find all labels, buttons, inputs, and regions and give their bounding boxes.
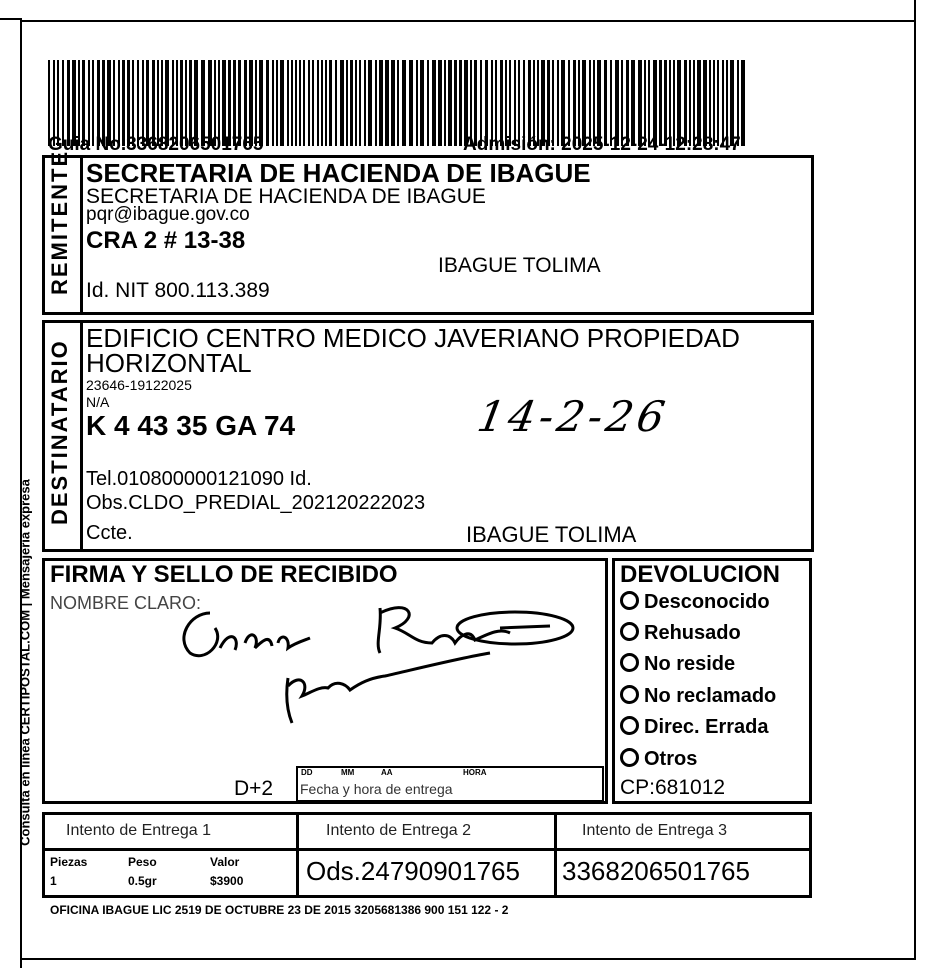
remitente-email: pqr@ibague.gov.co xyxy=(86,204,250,225)
devolucion-option-otros: Otros xyxy=(620,748,697,771)
intento-entrega-1: Intento de Entrega 1 xyxy=(66,822,211,839)
frame-right-line xyxy=(914,0,916,960)
remitente-city: IBAGUE TOLIMA xyxy=(438,254,601,277)
destinatario-label: DESTINATARIO xyxy=(47,339,72,525)
piezas-label: Piezas xyxy=(50,855,88,869)
destinatario-city: IBAGUE TOLIMA xyxy=(466,522,637,547)
destinatario-tel: Tel.010800000121090 Id. xyxy=(86,468,312,490)
peso-value: 0.5gr xyxy=(128,874,157,888)
valor-label: Valor xyxy=(210,855,240,869)
firma-title: FIRMA Y SELLO DE RECIBIDO xyxy=(50,561,398,588)
radio-circle-icon xyxy=(620,685,639,704)
radio-circle-icon xyxy=(620,716,639,735)
devolucion-cp: CP:681012 xyxy=(620,776,726,799)
devolucion-option-direc-errada: Direc. Errada xyxy=(620,716,769,739)
remitente-divider xyxy=(80,155,83,315)
frame-corner-line xyxy=(0,18,22,20)
guide-number: 3368206501765 xyxy=(562,856,750,886)
devolucion-option-no-reclamado: No reclamado xyxy=(620,685,776,708)
radio-circle-icon xyxy=(620,591,639,610)
radio-circle-icon xyxy=(620,622,639,641)
destinatario-ref: 23646-19122025 xyxy=(86,377,192,393)
footer-office-text: OFICINA IBAGUE LIC 2519 DE OCTUBRE 23 DE 2015 3205681386 900 151 122 - 2 xyxy=(50,903,509,917)
d-plus-2: D+2 xyxy=(234,777,274,800)
remitente-nit: Id. NIT 800.113.389 xyxy=(86,279,270,302)
remitente-label: REMITENTE xyxy=(47,149,72,295)
frame-top-line xyxy=(20,20,914,22)
recipient-signature xyxy=(170,588,600,748)
nombre-claro-label: NOMBRE CLARO: xyxy=(50,593,202,613)
valor-value: $3900 xyxy=(210,874,244,888)
remitente-address: CRA 2 # 13-38 xyxy=(86,227,246,254)
destinatario-divider xyxy=(80,320,83,552)
piezas-value: 1 xyxy=(50,874,57,888)
fecha-hora-label: HORA xyxy=(463,768,487,777)
destinatario-na: N/A xyxy=(86,394,110,410)
radio-circle-icon xyxy=(620,748,639,767)
fecha-dd-label: DD xyxy=(301,768,313,777)
intento-entrega-2: Intento de Entrega 2 xyxy=(326,822,471,839)
intentos-col-divider-2 xyxy=(554,812,557,898)
intentos-col-divider-1 xyxy=(296,812,299,898)
frame-bottom-line xyxy=(20,958,914,960)
devolucion-option-no-reside: No reside xyxy=(620,653,735,676)
guia-number: Guia No.3368206501765 xyxy=(48,134,264,155)
ods-number: Ods.24790901765 xyxy=(306,856,520,886)
destinatario-ccte: Ccte. xyxy=(86,522,133,544)
fecha-hora-entrega-label: Fecha y hora de entrega xyxy=(300,781,453,797)
remitente-name: SECRETARIA DE HACIENDA DE IBAGUE xyxy=(86,158,591,188)
intento-entrega-3: Intento de Entrega 3 xyxy=(582,822,727,839)
peso-label: Peso xyxy=(128,855,157,869)
destinatario-address: K 4 43 35 GA 74 xyxy=(86,410,296,441)
remitente-name-2: SECRETARIA DE HACIENDA DE IBAGUE xyxy=(86,185,486,208)
destinatario-obs: Obs.CLDO_PREDIAL_202120222023 xyxy=(86,492,426,514)
devolucion-option-desconocido: Desconocido xyxy=(620,591,770,614)
devolucion-option-rehusado: Rehusado xyxy=(620,622,741,645)
side-text: Consulta en línea CERTIPOSTAL.COM | Mensajería expresa xyxy=(17,479,33,846)
fecha-aa-label: AA xyxy=(381,768,393,777)
destinatario-name-line1: EDIFICIO CENTRO MEDICO JAVERIANO PROPIEDAD xyxy=(86,323,740,353)
handwritten-date: 14-2-26 xyxy=(473,392,673,441)
radio-circle-icon xyxy=(620,653,639,672)
fecha-mm-label: MM xyxy=(341,768,355,777)
destinatario-name-line2: HORIZONTAL xyxy=(86,348,252,378)
intentos-row-divider xyxy=(42,848,812,851)
admision-datetime: Admisión: 2025-12-24-12:28:47 xyxy=(463,134,741,155)
devolucion-title: DEVOLUCION xyxy=(620,561,781,588)
